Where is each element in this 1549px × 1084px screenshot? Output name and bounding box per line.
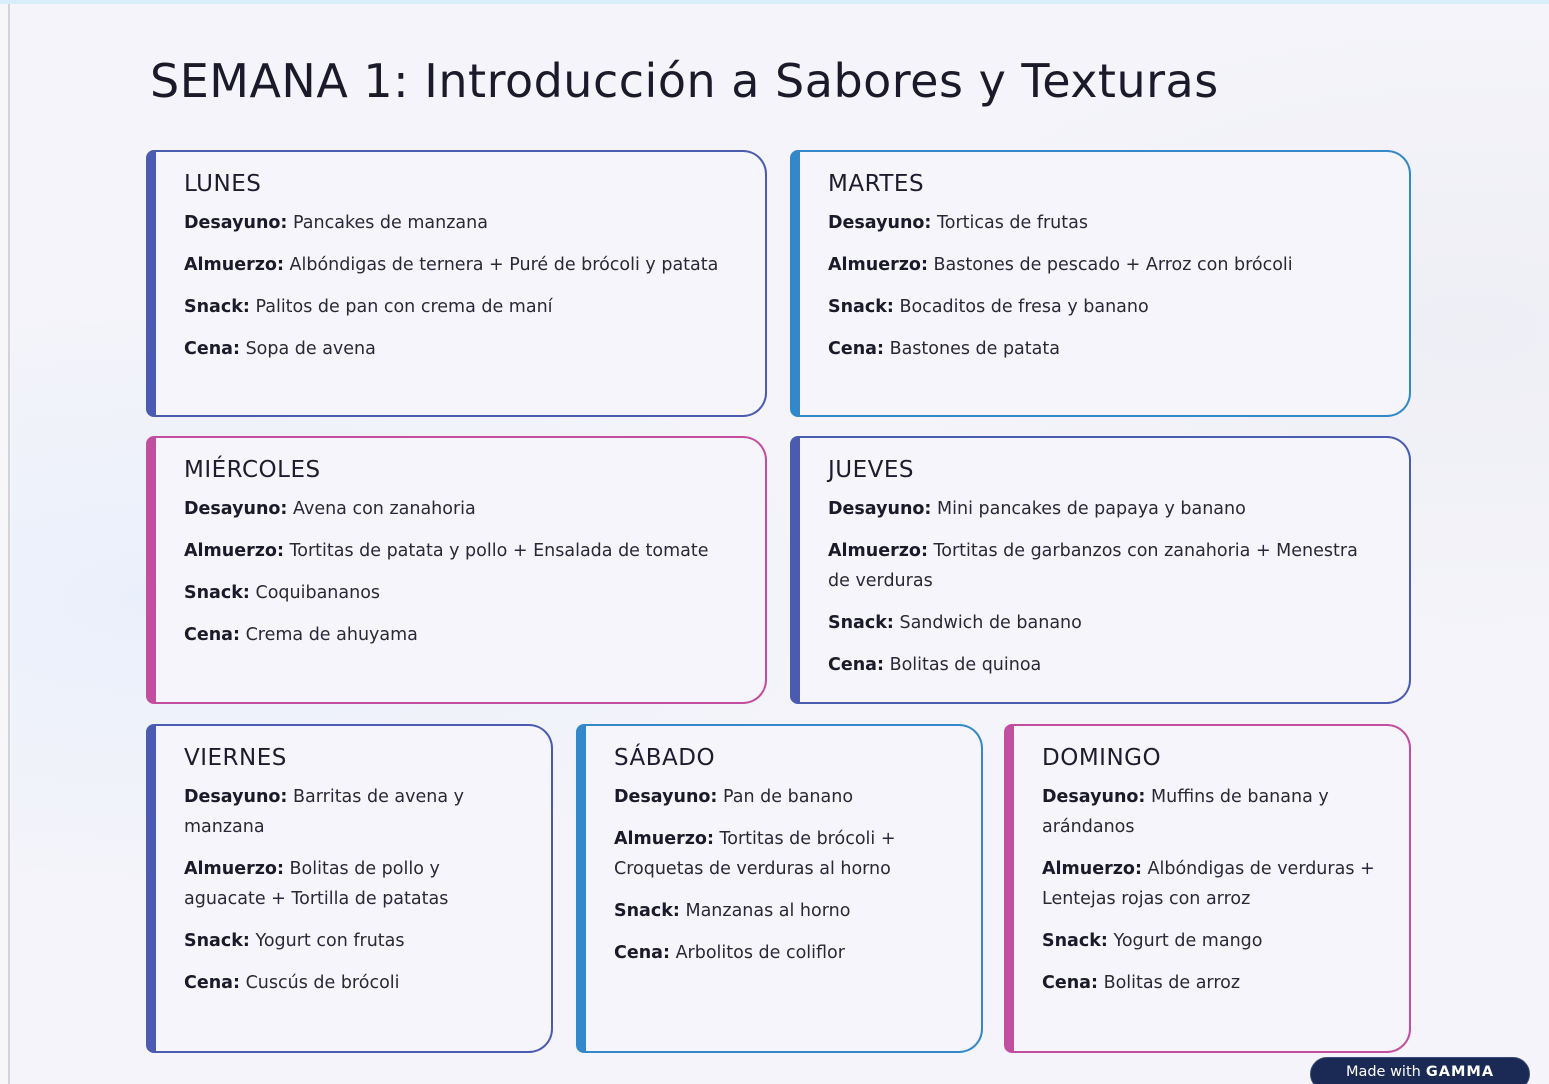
meal-desayuno bbox=[184, 782, 523, 842]
meal-label: Cena: bbox=[614, 943, 670, 963]
meal-value: Tortitas de garbanzos con zanahoria + Menestra de verduras bbox=[828, 541, 1358, 591]
meal-value: Manzanas al horno bbox=[685, 901, 851, 921]
meal-value: Tortitas de patata y pollo + Ensalada de tomate bbox=[289, 541, 709, 561]
meal-snack bbox=[828, 292, 1381, 322]
day-title: VIERNES bbox=[184, 745, 287, 771]
meal-label: Snack: bbox=[614, 901, 680, 921]
meal-label: Almuerzo: bbox=[184, 859, 284, 879]
meal-label: Snack: bbox=[184, 931, 250, 951]
left-edge-scrollbar bbox=[0, 4, 10, 1084]
meal-label: Cena: bbox=[184, 625, 240, 645]
meal-value: Yogurt de mango bbox=[1113, 931, 1263, 951]
day-card-martes bbox=[790, 150, 1411, 417]
meal-snack bbox=[828, 608, 1381, 638]
meal-label: Desayuno: bbox=[828, 213, 932, 233]
meal-value: Pan de banano bbox=[723, 787, 854, 807]
meal-value: Sopa de avena bbox=[245, 339, 376, 359]
meal-value: Crema de ahuyama bbox=[245, 625, 418, 645]
day-title: MARTES bbox=[828, 171, 925, 197]
meal-label: Cena: bbox=[184, 339, 240, 359]
meal-value: Sandwich de banano bbox=[899, 613, 1082, 633]
page-title: SEMANA 1: Introducción a Sabores y Texturas bbox=[150, 54, 1219, 108]
meal-label: Desayuno: bbox=[184, 499, 288, 519]
day-title: SÁBADO bbox=[614, 745, 716, 771]
meal-value: Bastones de pescado + Arroz con brócoli bbox=[933, 255, 1293, 275]
day-card-jueves bbox=[790, 436, 1411, 704]
meal-value: Muffins de banana y arándanos bbox=[1042, 787, 1329, 837]
meal-value: Mini pancakes de papaya y banano bbox=[937, 499, 1246, 519]
meal-value: Barritas de avena y manzana bbox=[184, 787, 464, 837]
meal-value: Bocaditos de fresa y banano bbox=[899, 297, 1149, 317]
meal-almuerzo bbox=[184, 854, 523, 914]
meal-label: Cena: bbox=[1042, 973, 1098, 993]
meal-snack bbox=[184, 292, 737, 322]
meal-value: Coquibananos bbox=[255, 583, 381, 603]
meal-snack bbox=[1042, 926, 1381, 956]
meal-value: Palitos de pan con crema de maní bbox=[255, 297, 553, 317]
meal-almuerzo bbox=[184, 250, 737, 280]
day-title: MIÉRCOLES bbox=[184, 457, 321, 483]
meal-snack bbox=[184, 578, 737, 608]
meal-cena bbox=[828, 334, 1381, 364]
meal-almuerzo bbox=[828, 250, 1381, 280]
day-card-sabado bbox=[576, 724, 983, 1053]
made-with-gamma-badge[interactable] bbox=[1310, 1057, 1530, 1084]
meal-label: Snack: bbox=[828, 613, 894, 633]
meal-label: Almuerzo: bbox=[1042, 859, 1142, 879]
meal-label: Almuerzo: bbox=[614, 829, 714, 849]
day-card-viernes bbox=[146, 724, 553, 1053]
meal-label: Desayuno: bbox=[828, 499, 932, 519]
meal-label: Desayuno: bbox=[1042, 787, 1146, 807]
meal-label: Snack: bbox=[184, 297, 250, 317]
meal-value: Tortitas de brócoli + Croquetas de verduras al horno bbox=[614, 829, 896, 879]
meal-cena bbox=[184, 334, 737, 364]
meal-desayuno bbox=[1042, 782, 1381, 842]
meal-label: Desayuno: bbox=[614, 787, 718, 807]
meal-value: Yogurt con frutas bbox=[255, 931, 405, 951]
meal-value: Torticas de frutas bbox=[937, 213, 1088, 233]
meal-snack bbox=[614, 896, 953, 926]
badge-prefix: Made with bbox=[1345, 1064, 1421, 1080]
day-title: JUEVES bbox=[828, 457, 915, 483]
meal-label: Snack: bbox=[828, 297, 894, 317]
meal-label: Almuerzo: bbox=[184, 255, 284, 275]
meal-value: Albóndigas de verduras + Lentejas rojas con arroz bbox=[1042, 859, 1375, 909]
meal-value: Pancakes de manzana bbox=[293, 213, 488, 233]
meal-value: Bolitas de arroz bbox=[1103, 973, 1241, 993]
meal-cena bbox=[184, 968, 523, 998]
meal-value: Albóndigas de ternera + Puré de brócoli y patata bbox=[289, 255, 719, 275]
meal-cena bbox=[184, 620, 737, 650]
meal-label: Desayuno: bbox=[184, 213, 288, 233]
gamma-logo: GAMMA bbox=[1425, 1064, 1495, 1080]
meal-label: Desayuno: bbox=[184, 787, 288, 807]
meal-label: Snack: bbox=[184, 583, 250, 603]
meal-cena bbox=[828, 650, 1381, 680]
meal-cena bbox=[614, 938, 953, 968]
meal-desayuno bbox=[614, 782, 953, 812]
meal-desayuno bbox=[828, 208, 1381, 238]
day-card-miercoles bbox=[146, 436, 767, 704]
meal-almuerzo bbox=[614, 824, 953, 884]
meal-label: Snack: bbox=[1042, 931, 1108, 951]
meal-desayuno bbox=[184, 208, 737, 238]
meal-almuerzo bbox=[184, 536, 737, 566]
meal-value: Avena con zanahoria bbox=[293, 499, 476, 519]
meal-value: Cuscús de brócoli bbox=[245, 973, 400, 993]
day-card-domingo bbox=[1004, 724, 1411, 1053]
meal-desayuno bbox=[828, 494, 1381, 524]
meal-cena bbox=[1042, 968, 1381, 998]
meal-value: Bastones de patata bbox=[889, 339, 1060, 359]
meal-desayuno bbox=[184, 494, 737, 524]
day-card-lunes bbox=[146, 150, 767, 417]
meal-label: Almuerzo: bbox=[828, 541, 928, 561]
meal-almuerzo bbox=[1042, 854, 1381, 914]
meal-almuerzo bbox=[828, 536, 1381, 596]
meal-snack bbox=[184, 926, 523, 956]
day-title: DOMINGO bbox=[1042, 745, 1162, 771]
meal-label: Cena: bbox=[828, 339, 884, 359]
meal-label: Cena: bbox=[184, 973, 240, 993]
meal-label: Cena: bbox=[828, 655, 884, 675]
meal-value: Bolitas de pollo y aguacate + Tortilla de patatas bbox=[184, 859, 449, 909]
meal-value: Arbolitos de coliflor bbox=[675, 943, 845, 963]
day-title: LUNES bbox=[184, 171, 262, 197]
meal-label: Almuerzo: bbox=[184, 541, 284, 561]
meal-label: Almuerzo: bbox=[828, 255, 928, 275]
meal-value: Bolitas de quinoa bbox=[889, 655, 1042, 675]
